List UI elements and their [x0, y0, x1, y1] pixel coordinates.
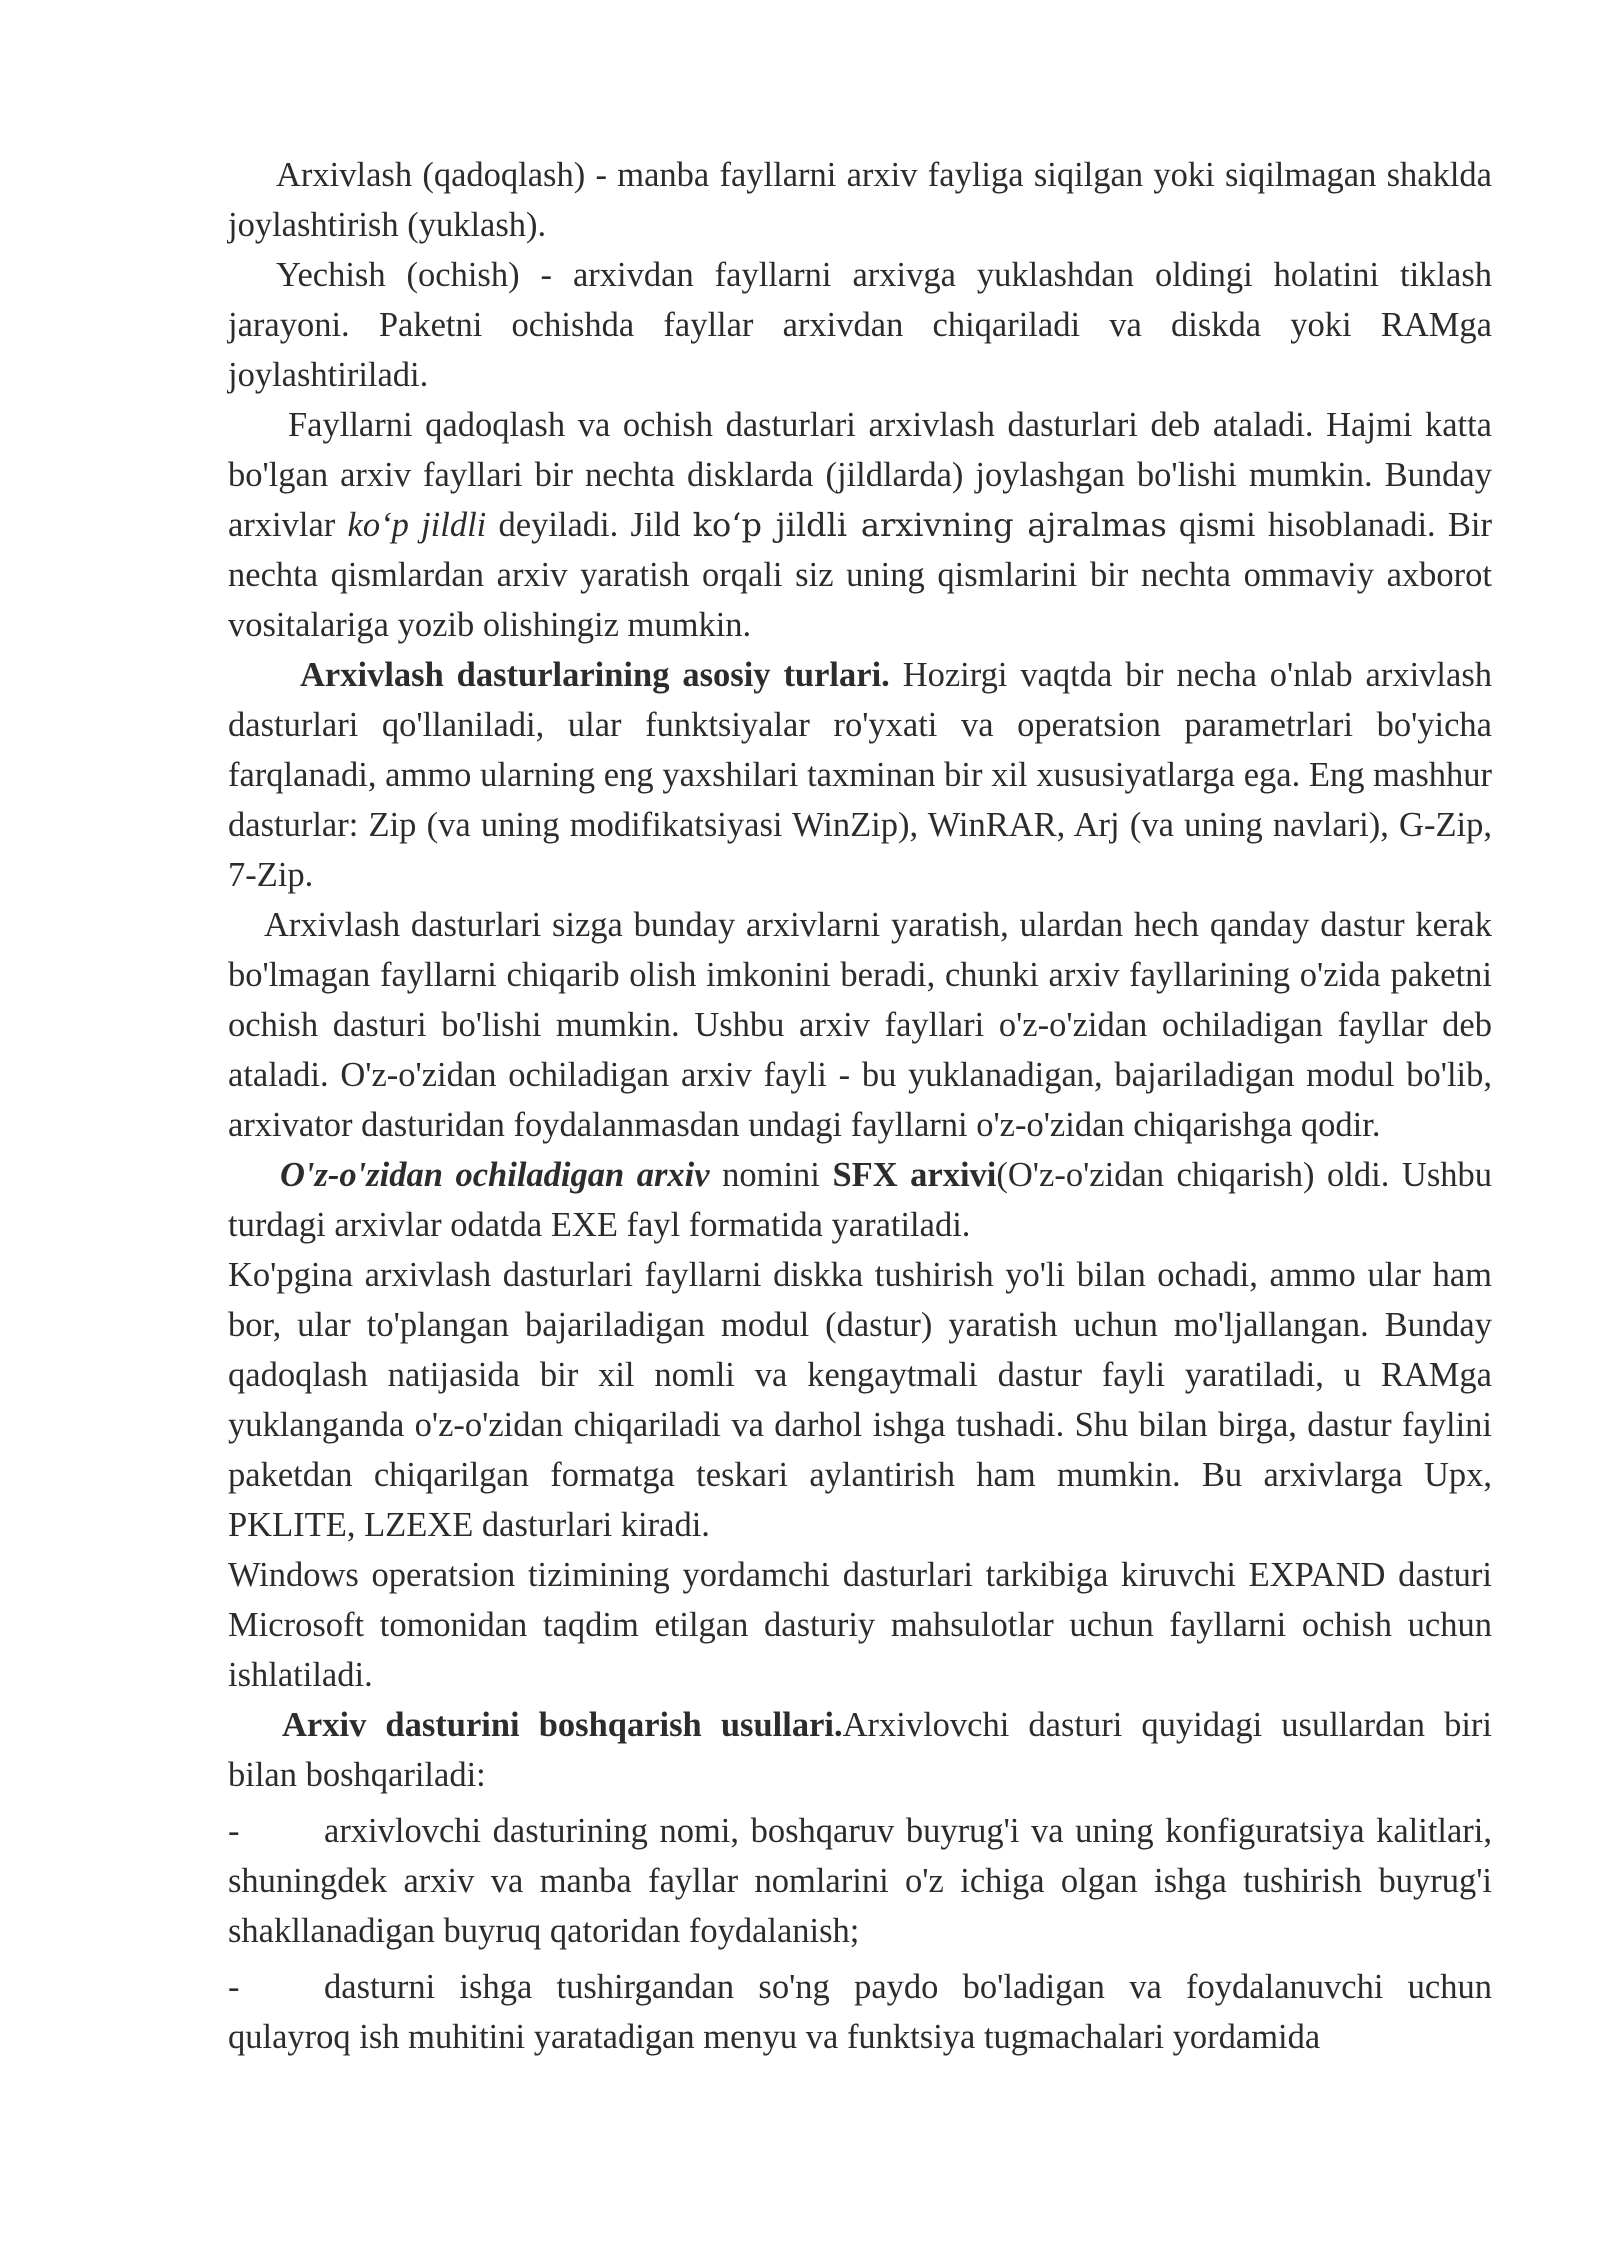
text-segment: qismi hisoblanadi. Bir nechta qismlardan arxiv yaratish orqali siz uning qismlarini bir nechta ommaviy axborot vositalariga yozib olishingiz mumkin. [228, 506, 1492, 644]
list-item-text: dasturni ishga tushirgandan so'ng paydo bo'ladigan va foydalanuvchi uchun qulayroq ish muhitini yaratadigan menyu va funktsiya tugmachalari yordamida [228, 1968, 1492, 2056]
paragraph-program-types [228, 650, 1492, 900]
text-segment: (O'z-o'zidan chiqarish) oldi. Ushbu turdagi arxivlar odatda EXE fayl formatida yaratiladi. [228, 1156, 1492, 1244]
bold-term-sfx-archive: SFX arxivi [832, 1156, 997, 1194]
text-segment: Arxivlovchi dasturi quyidagi usullardan biri bilan boshqariladi: [228, 1706, 1492, 1794]
list-item [228, 1806, 1492, 1956]
paragraph-expand: Windows operatsion tizimining yordamchi dasturlari tarkibiga kiruvchi EXPAND dasturi Microsoft tomonidan taqdim etilgan dasturiy mahsulotlar uchun fayllarni ochish uchun ishlatiladi. [228, 1556, 1492, 1694]
document-page [228, 150, 1492, 2062]
section-heading-control-methods: Arxiv dasturini boshqarish usullari. [282, 1706, 843, 1744]
list-item-text: arxivlovchi dasturining nomi, boshqaruv buyrug'i va uning konfiguratsiya kalitlari, shuningdek arxiv va manba fayllar nomlarini o'z ichiga olgan ishga tushirish buyrug'i shakllanadigan buyruq qatoridan foydalanish; [228, 1812, 1492, 1950]
text-segment: Fayllarni qadoqlash va ochish dasturlari arxivlash dasturlari deb ataladi. Hajmi katta bo'lgan arxiv fayllari bir nechta disklarda (jildlarda) joylashgan bo'lishi mumkin. Bunday arxivlar [228, 406, 1492, 544]
paragraph-extraction-definition: Yechish (ochish) - arxivdan fayllarni arxivga yuklashdan oldingi holatini tiklash jarayoni. Paketni ochishda fayllar arxivdan chiqariladi va diskda yoki RAMga joylashtiriladi. [228, 256, 1492, 394]
paragraph-multivolume [228, 400, 1492, 650]
list-item [228, 1962, 1492, 2062]
paragraph-sfx [228, 1150, 1492, 1250]
bold-italic-term-sfx: O'z-o'zidan ochiladigan arxiv [280, 1156, 710, 1194]
text-segment: nomini [709, 1156, 833, 1194]
paragraph-executable-packers: Ko'pgina arxivlash dasturlari fayllarni diskka tushirish yo'li bilan ochadi, ammo ular ham bor, ular to'plangan bajariladigan modul (dastur) yaratish uchun mo'ljallangan. Bunday qadoqlash natijasida bir xil nomli va kengaytmali dastur fayli yaratiladi, u RAMga yuklanganda o'z-o'zidan chiqariladi va darhol ishga tushadi. Shu bilan birga, dastur faylini paketdan chiqarilgan formatga teskari aylantirish ham mumkin. Bu arxivlarga Upx, PKLITE, LZEXE dasturlari kiradi. [228, 1256, 1492, 1544]
text-segment: Hozirgi vaqtda bir necha o'nlab arxivlash dasturlari qo'llaniladi, ular funktsiyalar ro'yxati va operatsion parametrlari bo'yicha farqlanadi, ammo ularning eng yaxshilari taxminan bir xil xususiyatlarga ega. Eng mashhur dasturlar: Zip (va uning modifikatsiyasi WinZip), WinRAR, Arj (va uning navlari), G-Zip, 7-Zip. [228, 656, 1493, 894]
paragraph-archiving-definition: Arxivlash (qadoqlash) - manba fayllarni arxiv fayliga siqilgan yoki siqilmagan shaklda joylashtirish (yuklash). [228, 156, 1492, 244]
paragraph-control-methods [228, 1700, 1492, 1800]
text-segment: deyiladi. Jild [486, 506, 693, 544]
list-marker: - [228, 1968, 240, 2006]
section-heading-program-types: Arxivlash dasturlarining asosiy turlari. [300, 656, 890, 694]
list-marker: - [228, 1812, 240, 1850]
paragraph-self-extracting: Arxivlash dasturlari sizga bunday arxivlarni yaratish, ulardan hech qanday dastur kerak bo'lmagan fayllarni chiqarib olish imkonini beradi, chunki arxiv fayllarining o'zida paketni ochish dasturi bo'lishi mumkin. Ushbu arxiv fayllari o'z-o'zidan ochiladigan fayllar deb ataladi. O'z-o'zidan ochiladigan arxiv fayli - bu yuklanadigan, bajariladigan modul bo'lib, arxivator dasturidan foydalanmasdan undagi fayllarni o'z-o'zidan chiqarishga qodir. [228, 906, 1492, 1144]
italic-term-multivolume: ko‘p jildli [347, 506, 487, 544]
text-segment-alt-font: ko‘p jildli arxivning ajralmas [692, 506, 1167, 544]
